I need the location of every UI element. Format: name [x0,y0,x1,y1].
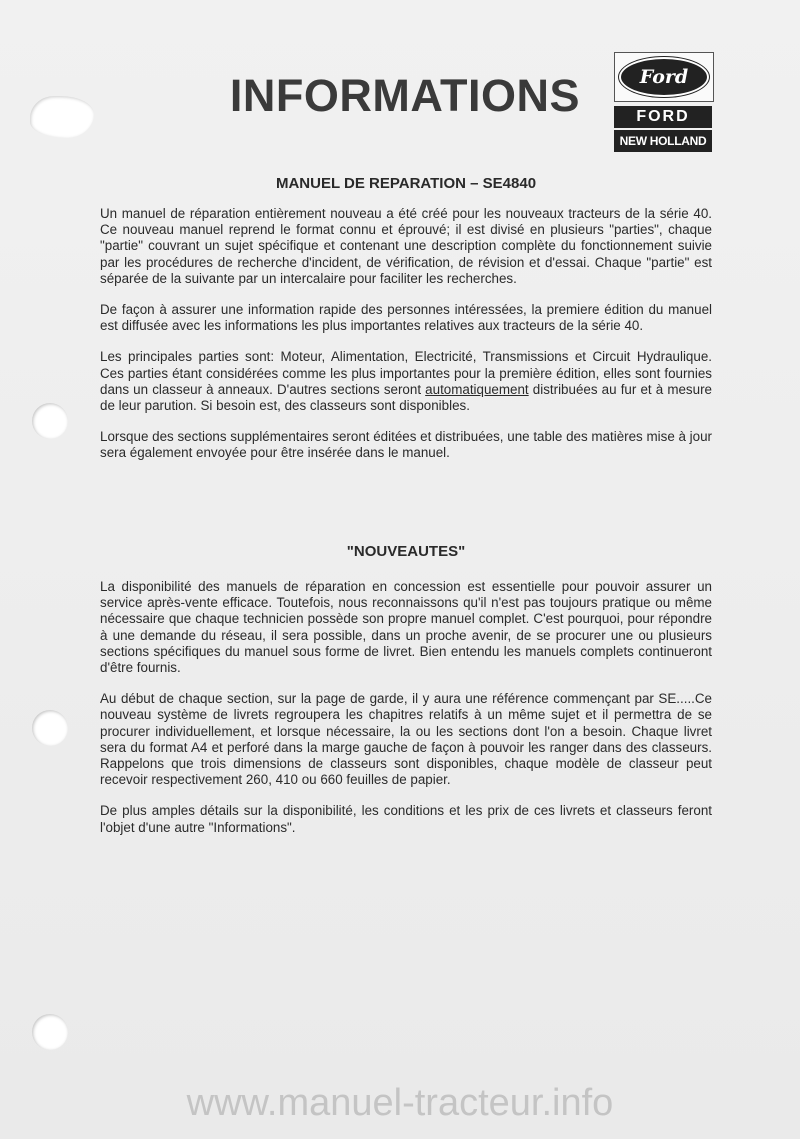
paragraph: De plus amples détails sur la disponibilité, les conditions et les prix de ces livrets et classeurs feront l'objet d'une autre "Informations". [100,803,712,835]
punch-hole [32,710,68,746]
paragraph: Un manuel de réparation entièrement nouveau a été créé pour les nouveaux tracteurs de la série 40. Ce nouveau manuel reprend le format connu et éprouvé; il est divisé en plusieurs "parties", chaque "partie" couvrant un sujet spécifique et contenant une description complète du fonctionnement suivie par les procédures de recherche d'incident, de vérification, de révision et d'essai. Chaque "partie" est séparée de la suivante par un intercalaire pour faciliter les recherches. [100,206,712,286]
page-title: INFORMATIONS [229,70,581,121]
ford-bar: FORD [614,106,712,128]
paragraph [100,349,712,414]
punch-hole [32,403,68,439]
section-heading: "NOUVEAUTES" [346,543,466,560]
ford-new-holland-logo [614,52,714,152]
ford-oval-icon [619,57,709,97]
paragraph: Lorsque des sections supplémentaires seront éditées et distribuées, une table des matières mise à jour sera également envoyée pour être insérée dans le manuel. [100,429,712,461]
paragraph-text: distribuées au fur et à mesure de leur parution. Si besoin est, des classeurs sont disponibles. [100,381,712,414]
paragraph: De façon à assurer une information rapide des personnes intéressées, la premiere édition du manuel est diffusée avec les informations les plus importantes relatives aux tracteurs de la série 40. [100,302,712,334]
ford-oval-text: Ford [639,66,689,88]
underlined-word: automatiquement [425,381,529,397]
new-holland-bar: NEW HOLLAND [614,130,712,152]
torn-punch-hole [30,96,94,138]
website-watermark: www.manuel-tracteur.info [186,1082,614,1124]
section-nouveautes [100,579,712,851]
ford-oval-box [614,52,714,102]
section-intro [100,206,712,477]
document-subtitle: MANUEL DE REPARATION – SE4840 [275,175,537,192]
punch-hole [32,1014,68,1050]
paragraph-text: Les principales parties sont: Moteur, Alimentation, Electricité, Transmissions et Circuit Hydraulique. Ces parties étant considérées comme les plus importantes pour la première édition, elles sont fournies dans un classeur à anneaux. D'autres sections seront [100,349,712,397]
paragraph: La disponibilité des manuels de réparation en concession est essentielle pour pouvoir assurer un service après-vente efficace. Toutefois, nous reconnaissons qu'il n'est pas toujours pratique ou même nécessaire que chaque technicien possède son propre manuel complet. C'est pourquoi, pour répondre à une demande du réseau, il sera possible, dans un proche avenir, de se procurer une ou plusieurs sections spécifiques du manuel sous forme de livret. Bien entendu les manuels complets continueront d'être fournis. [100,579,712,676]
paragraph: Au début de chaque section, sur la page de garde, il y aura une référence commençant par SE.....Ce nouveau système de livrets regroupera les chapitres relatifs à un même sujet et il permettra de se procurer individuellement, et lorsque nécessaire, la ou les sections dont l'on a besoin. Chaque livret sera du format A4 et perforé dans la marge gauche de façon à pouvoir les ranger dans des classeurs. Rappelons que trois dimensions de classeurs sont disponibles, chaque modèle de classeur peut recevoir respectivement 260, 410 ou 660 feuilles de papier. [100,691,712,788]
